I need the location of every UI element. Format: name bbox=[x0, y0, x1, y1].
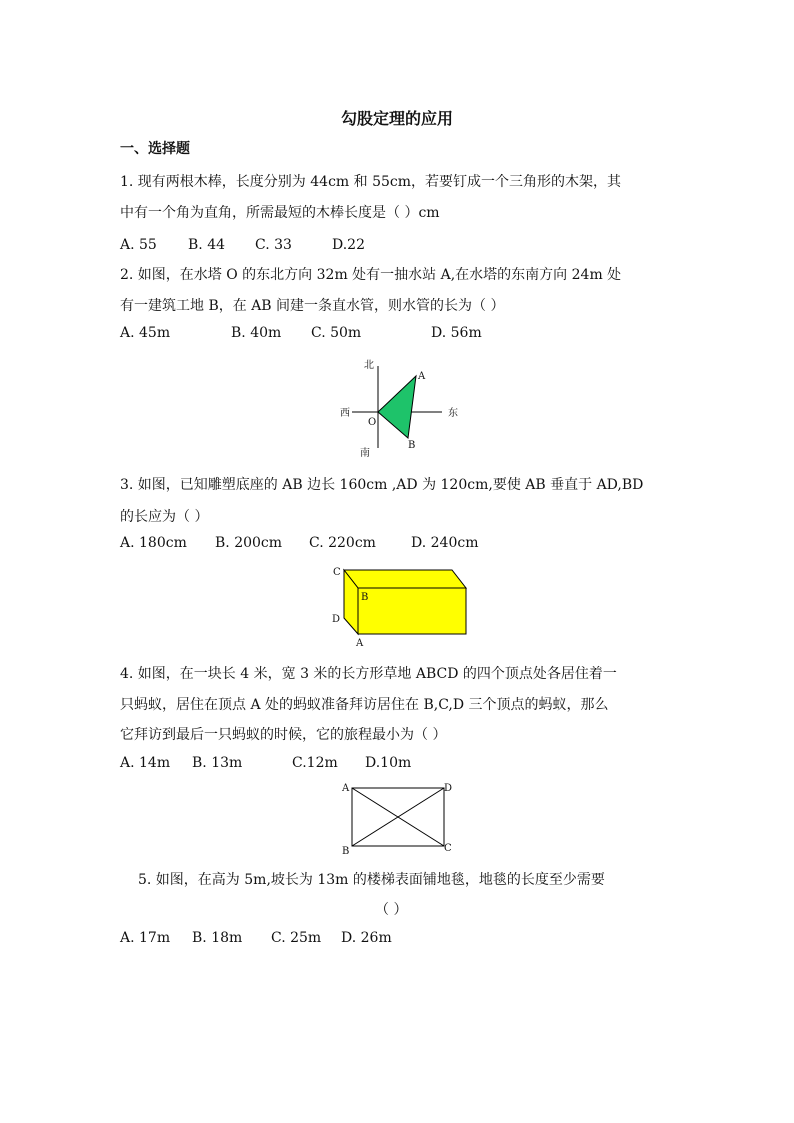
q2-line1: 2. 如图，在水塔 O 的东北方向 32m 处有一抽水站 A,在水塔的东南方向 24m 处 bbox=[120, 267, 622, 283]
q4-line1: 4. 如图，在一块长 4 米，宽 3 米的长方形草地 ABCD 的四个顶点处各居住着一 bbox=[120, 666, 617, 682]
q1-option-b: B. 44 bbox=[188, 237, 226, 253]
q3-option-b: B. 200cm bbox=[215, 535, 283, 551]
q1-option-d: D.22 bbox=[332, 237, 365, 253]
q1-line1: 1. 现有两根木棒，长度分别为 44cm 和 55cm，若要钉成一个三角形的木架，其 bbox=[120, 174, 622, 190]
q4-option-d: D.10m bbox=[365, 755, 412, 771]
q4-rectangle-figure bbox=[338, 778, 458, 856]
q2-compass-figure bbox=[330, 352, 470, 462]
q2-label-east: 东 bbox=[448, 408, 458, 419]
q2-label-west: 西 bbox=[340, 408, 350, 419]
q2-option-d: D. 56m bbox=[431, 325, 482, 341]
q5-line2: （ ） bbox=[375, 902, 408, 918]
q2-label-south: 南 bbox=[360, 448, 370, 459]
q4-option-b: B. 13m bbox=[192, 755, 243, 771]
q3-box-front-face bbox=[358, 588, 466, 634]
q2-line2: 有一建筑工地 B，在 AB 间建一条直水管，则水管的长为（ ） bbox=[120, 298, 505, 314]
q3-line2: 的长应为（ ） bbox=[120, 509, 209, 525]
page-title: 勾股定理的应用 bbox=[340, 109, 453, 128]
q2-option-a: A. 45m bbox=[120, 325, 171, 341]
q4-label-b: B bbox=[342, 846, 350, 856]
q3-box-figure bbox=[328, 562, 473, 648]
q4-option-a: A. 14m bbox=[120, 755, 171, 771]
q2-triangle-oab bbox=[378, 376, 416, 438]
section-heading: 一、选择题 bbox=[120, 141, 190, 157]
q3-line1: 3. 如图，已知雕塑底座的 AB 边长 160cm ,AD 为 120cm,要使 AB 垂直于 AD,BD bbox=[120, 477, 644, 493]
q4-label-c: C bbox=[444, 843, 452, 854]
q3-box-top-face bbox=[344, 570, 466, 588]
q3-option-d: D. 240cm bbox=[411, 535, 479, 551]
q3-label-a: A bbox=[356, 638, 364, 648]
q3-option-c: C. 220cm bbox=[309, 535, 376, 551]
q3-label-c: C bbox=[333, 567, 341, 578]
q2-option-b: B. 40m bbox=[231, 325, 282, 341]
q2-label-north: 北 bbox=[364, 360, 374, 371]
q5-option-a: A. 17m bbox=[120, 930, 171, 946]
q5-option-d: D. 26m bbox=[341, 930, 392, 946]
q1-option-c: C. 33 bbox=[255, 237, 292, 253]
q1-line2: 中有一个角为直角，所需最短的木棒长度是（ ）cm bbox=[120, 205, 440, 221]
q3-label-b: B bbox=[361, 592, 369, 603]
q4-option-c: C.12m bbox=[292, 755, 338, 771]
q5-option-b: B. 18m bbox=[192, 930, 243, 946]
q3-label-d: D bbox=[332, 614, 341, 625]
q4-line2: 只蚂蚁，居住在顶点 A 处的蚂蚁准备拜访居住在 B,C,D 三个顶点的蚂蚁，那么 bbox=[120, 697, 609, 713]
q5-option-c: C. 25m bbox=[271, 930, 322, 946]
q4-line3: 它拜访到最后一只蚂蚁的时候，它的旅程最小为（ ） bbox=[120, 727, 447, 743]
q2-label-b: B bbox=[408, 440, 416, 451]
q5-line1: 5. 如图，在高为 5m,坡长为 13m 的楼梯表面铺地毯，地毯的长度至少需要 bbox=[138, 872, 605, 888]
q3-option-a: A. 180cm bbox=[120, 535, 187, 551]
q2-label-o: O bbox=[368, 417, 377, 428]
q2-option-c: C. 50m bbox=[311, 325, 362, 341]
q4-label-a: A bbox=[342, 783, 350, 794]
q4-label-d: D bbox=[444, 783, 453, 794]
q2-label-a: A bbox=[418, 371, 426, 382]
q1-option-a: A. 55 bbox=[120, 237, 157, 253]
